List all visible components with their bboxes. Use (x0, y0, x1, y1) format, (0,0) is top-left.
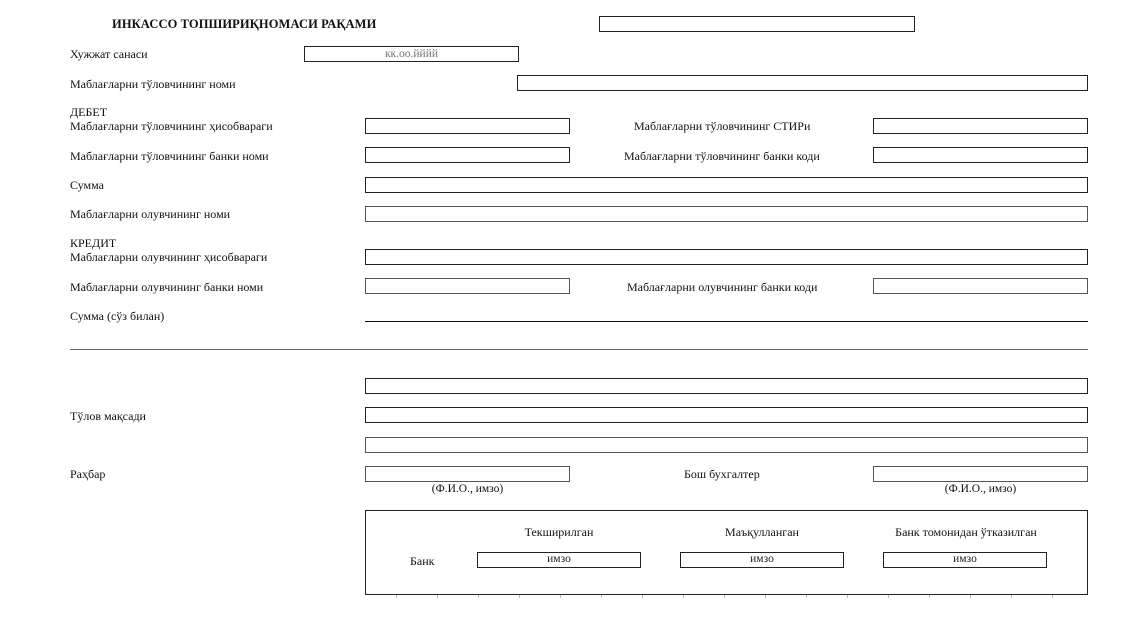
amount-field[interactable] (365, 177, 1088, 193)
tick-mark (765, 595, 766, 598)
payer-bank-code-field[interactable] (873, 147, 1088, 163)
payment-purpose-line-2[interactable] (365, 407, 1088, 423)
director-label: Раҳбар (70, 467, 106, 481)
tick-mark (396, 595, 397, 598)
chief-accountant-field[interactable] (873, 466, 1088, 482)
tick-mark (888, 595, 889, 598)
chief-accountant-caption: (Ф.И.О., имзо) (944, 483, 1017, 495)
recipient-bank-code-label: Маблағларни олувчининг банки коди (627, 280, 818, 294)
payer-tin-label: Маблағларни тўловчининг СТИРи (634, 119, 811, 133)
recipient-bank-name-label: Маблағларни олувчининг банки номи (70, 280, 264, 294)
recipient-name-field[interactable] (365, 206, 1088, 222)
recipient-account-field[interactable] (365, 249, 1088, 265)
chief-accountant-label: Бош бухгалтер (684, 467, 760, 481)
tick-mark (478, 595, 479, 598)
document-number-field[interactable] (599, 16, 915, 32)
debit-heading: ДЕБЕТ (70, 105, 108, 119)
tick-mark (683, 595, 684, 598)
tick-mark (601, 595, 602, 598)
recipient-name-label: Маблағларни олувчининг номи (70, 207, 231, 221)
approved-signature-field[interactable]: имзо (680, 552, 844, 568)
processed-by-bank-heading: Банк томонидан ўтказилган (895, 525, 1037, 539)
tick-mark (847, 595, 848, 598)
director-caption: (Ф.И.О., имзо) (431, 483, 504, 495)
tick-mark (437, 595, 438, 598)
director-field[interactable] (365, 466, 570, 482)
tick-mark (519, 595, 520, 598)
payment-purpose-line-1[interactable] (365, 378, 1088, 394)
tick-mark (970, 595, 971, 598)
checked-signature-field[interactable]: имзо (477, 552, 641, 568)
amount-words-label: Сумма (сўз билан) (70, 309, 165, 323)
doc-date-field[interactable] (304, 46, 519, 62)
tick-mark (724, 595, 725, 598)
bank-label: Банк (410, 554, 435, 568)
doc-date-label: Хужжат санаси (70, 47, 148, 61)
tick-mark (929, 595, 930, 598)
tick-mark (560, 595, 561, 598)
amount-label: Сумма (70, 178, 104, 192)
checked-heading: Текширилган (524, 525, 594, 539)
tick-mark (642, 595, 643, 598)
payer-bank-name-label: Маблағларни тўловчининг банки номи (70, 149, 269, 163)
approved-heading: Маъқулланган (725, 525, 799, 539)
payer-account-field[interactable] (365, 118, 570, 134)
recipient-account-label: Маблағларни олувчининг ҳисобвараги (70, 250, 268, 264)
processed-signature-field[interactable]: имзо (883, 552, 1047, 568)
payment-purpose-label: Тўлов мақсади (70, 409, 146, 423)
payer-bank-code-label: Маблағларни тўловчининг банки коди (624, 149, 820, 163)
payment-purpose-line-3[interactable] (365, 437, 1088, 453)
recipient-bank-name-field[interactable] (365, 278, 570, 294)
tick-mark (1011, 595, 1012, 598)
form-title: ИНКАССО ТОПШИРИҚНОМАСИ РАҚАМИ (112, 17, 377, 31)
payer-bank-name-field[interactable] (365, 147, 570, 163)
recipient-bank-code-field[interactable] (873, 278, 1088, 294)
amount-words-line[interactable] (365, 321, 1088, 322)
payer-name-field[interactable] (517, 75, 1088, 91)
payer-name-label: Маблағларни тўловчининг номи (70, 77, 236, 91)
credit-heading: КРЕДИТ (70, 236, 117, 250)
bank-section-panel (365, 510, 1088, 595)
tick-mark (1052, 595, 1053, 598)
payer-tin-field[interactable] (873, 118, 1088, 134)
tick-mark (806, 595, 807, 598)
payer-account-label: Маблағларни тўловчининг ҳисобвараги (70, 119, 273, 133)
section-divider (70, 349, 1088, 350)
